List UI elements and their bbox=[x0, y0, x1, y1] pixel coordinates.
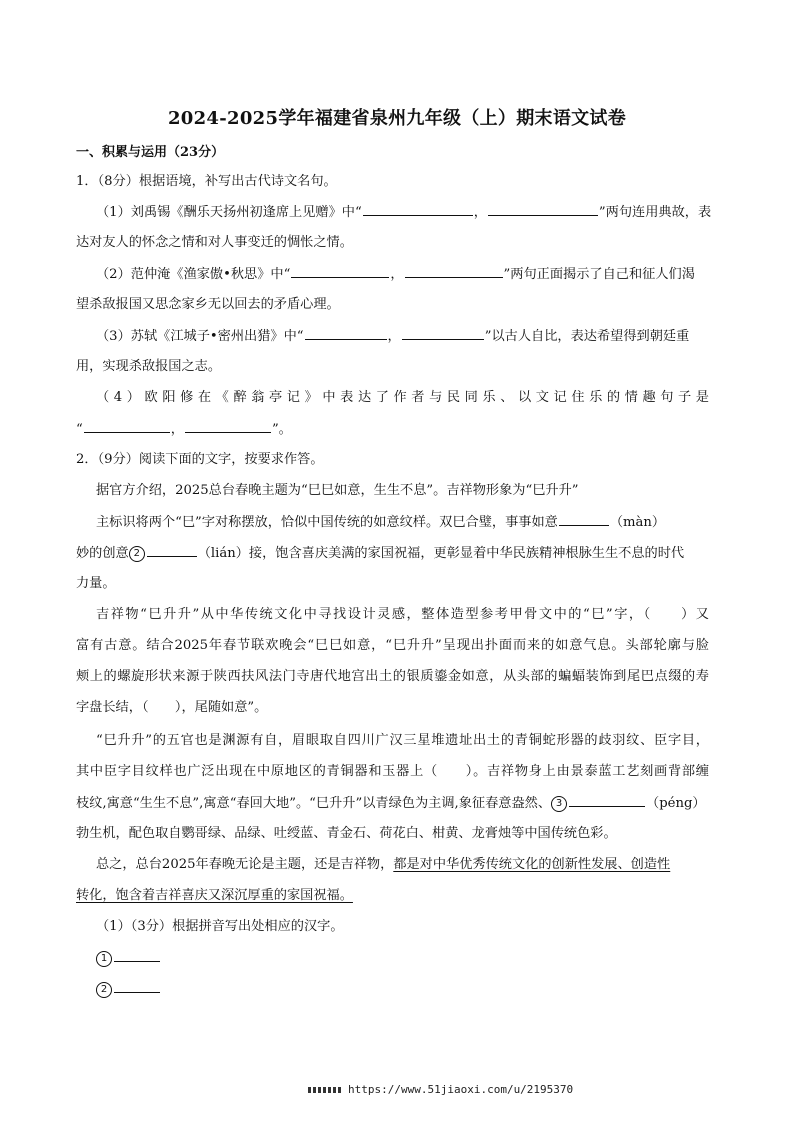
passage-line bbox=[76, 886, 353, 906]
item-text: “ bbox=[76, 422, 83, 437]
item-text: ”两句正面揭示了自己和征人们渴 bbox=[503, 267, 695, 282]
passage-line bbox=[76, 793, 706, 814]
underlined-sentence: 转化，饱含着吉祥喜庆又深沉厚重的家国祝福。 bbox=[76, 888, 353, 903]
pinyin: （péng） bbox=[646, 796, 706, 811]
question-1-item-4-cont bbox=[76, 419, 292, 440]
item-text: ， bbox=[473, 205, 487, 220]
answer-blank[interactable] bbox=[114, 979, 160, 993]
question-1-heading: 1．（8分）根据语境，补写出古代诗文名句。 bbox=[76, 174, 337, 189]
question-2-heading: 2．（9分）阅读下面的文字，按要求作答。 bbox=[76, 452, 324, 467]
footer-watermark bbox=[308, 1083, 573, 1096]
answer-line-2 bbox=[96, 979, 161, 1000]
passage-text: 主标识将两个“巳”字对称摆放，恰似中国传统的如意纹样。双巳合璧，事事如意 bbox=[96, 515, 558, 530]
answer-blank[interactable] bbox=[114, 948, 160, 962]
exam-title: 2024-2025学年福建省泉州九年级（上）期末语文试卷 bbox=[167, 108, 627, 129]
passage-line: “巳升升”的五官也是渊源有自，眉眼取自四川广汉三星堆遗址出土的青铜蛇形器的歧羽纹、臣字目， bbox=[96, 733, 709, 748]
circled-number-2: 2 bbox=[129, 546, 145, 562]
passage-line: 字盘长结，（ ），尾随如意”。 bbox=[76, 700, 268, 715]
circled-number-2: 2 bbox=[96, 982, 112, 998]
passage-line: 其中臣字目纹样也广泛出现在中原地区的青铜器和玉器上（ ）。吉祥物身上由景泰蓝工艺刻画背部缠 bbox=[76, 764, 709, 779]
footer-url[interactable]: https://www.51jiaoxi.com/u/2195370 bbox=[348, 1083, 574, 1096]
item-text: （3）苏轼《江城子•密州出猎》中“ bbox=[96, 329, 304, 344]
circled-number-1: 1 bbox=[96, 951, 112, 967]
passage-line: 力量。 bbox=[76, 576, 116, 591]
passage-line: 富有古意。结合2025年春节联欢晚会“巳巳如意，“巳升升”呈现出扑面而来的如意气息。头部轮廓与脸 bbox=[76, 638, 709, 653]
answer-blank[interactable] bbox=[363, 202, 473, 216]
question-1-item-3 bbox=[96, 326, 689, 347]
item-text: （1）刘禹锡《酬乐天扬州初逢席上见赠》中“ bbox=[96, 205, 362, 220]
answer-blank-1[interactable] bbox=[559, 512, 609, 526]
pinyin: （màn） bbox=[609, 515, 666, 530]
passage-line: 勃生机，配色取自鹦哥绿、品绿、吐绶蓝、青金石、荷花白、柑黄、龙膏烛等中国传统色彩。 bbox=[76, 826, 617, 841]
answer-blank-2[interactable] bbox=[147, 543, 197, 557]
passage-text: 妙的创意 bbox=[76, 546, 129, 561]
item-text: ”两句连用典故，表 bbox=[598, 205, 712, 220]
question-1-item-2 bbox=[96, 264, 695, 285]
passage-line bbox=[76, 543, 684, 564]
answer-blank[interactable] bbox=[402, 326, 484, 340]
answer-blank[interactable] bbox=[305, 326, 387, 340]
answer-blank[interactable] bbox=[291, 264, 389, 278]
site-logo-icon bbox=[308, 1087, 342, 1093]
item-text: ， bbox=[387, 329, 401, 344]
answer-blank[interactable] bbox=[84, 419, 170, 433]
answer-blank-3[interactable] bbox=[569, 793, 645, 807]
item-text: ”。 bbox=[271, 422, 292, 437]
passage-line bbox=[96, 512, 665, 533]
question-2-sub-1: （1）（3分）根据拼音写出处相应的汉字。 bbox=[96, 919, 344, 934]
question-1-item-1 bbox=[96, 202, 711, 223]
passage-line: 颊上的螺旋形状来源于陕西扶风法门寺唐代地宫出土的银质鎏金如意，从头部的蝙蝠装饰到尾巴点缀的寿 bbox=[76, 669, 709, 684]
circled-number-3: 3 bbox=[551, 796, 567, 812]
item-text: （2）范仲淹《渔家傲•秋思》中“ bbox=[96, 267, 291, 282]
passage-text: （lián）接，饱含喜庆美满的家国祝福，更彰显着中华民族精神根脉生生不息的时代 bbox=[197, 546, 685, 561]
answer-blank[interactable] bbox=[405, 264, 503, 278]
question-1-item-1-cont: 达对友人的怀念之情和对人事变迁的惆怅之情。 bbox=[76, 235, 353, 250]
answer-blank[interactable] bbox=[488, 202, 598, 216]
item-text: ， bbox=[390, 267, 404, 282]
item-text: ”以古人自比，表达希望得到朝廷重 bbox=[484, 329, 690, 344]
passage-line bbox=[96, 855, 670, 875]
passage-text: 总之，总台2025年春晚无论是主题，还是吉祥物， bbox=[96, 857, 394, 872]
question-1-item-4: （4）欧阳修在《醉翁亭记》中表达了作者与民同乐、以文记住乐的情趣句子是 bbox=[96, 390, 709, 405]
underlined-sentence: 都是对中华优秀传统文化的创新性发展、创造性 bbox=[393, 857, 671, 872]
answer-line-1 bbox=[96, 948, 161, 969]
item-text: ， bbox=[170, 422, 184, 437]
answer-blank[interactable] bbox=[185, 419, 271, 433]
question-1-item-2-cont: 望杀敌报国又思念家乡无以回去的矛盾心理。 bbox=[76, 297, 340, 312]
section-heading: 一、积累与运用（23分） bbox=[76, 145, 225, 160]
passage-line: 据官方介绍，2025总台春晚主题为“巳巳如意，生生不息”。吉祥物形象为“巳升升” bbox=[96, 483, 579, 498]
passage-line: 吉祥物“巳升升”从中华传统文化中寻找设计灵感，整体造型参考甲骨文中的“巳”字，（ ）又 bbox=[96, 607, 709, 622]
passage-text: 枝纹,寓意“生生不息”,寓意“春回大地”。“巳升升”以青绿色为主调,象征春意盎然、 bbox=[76, 796, 552, 811]
question-1-item-3-cont: 用，实现杀敌报国之志。 bbox=[76, 359, 222, 374]
